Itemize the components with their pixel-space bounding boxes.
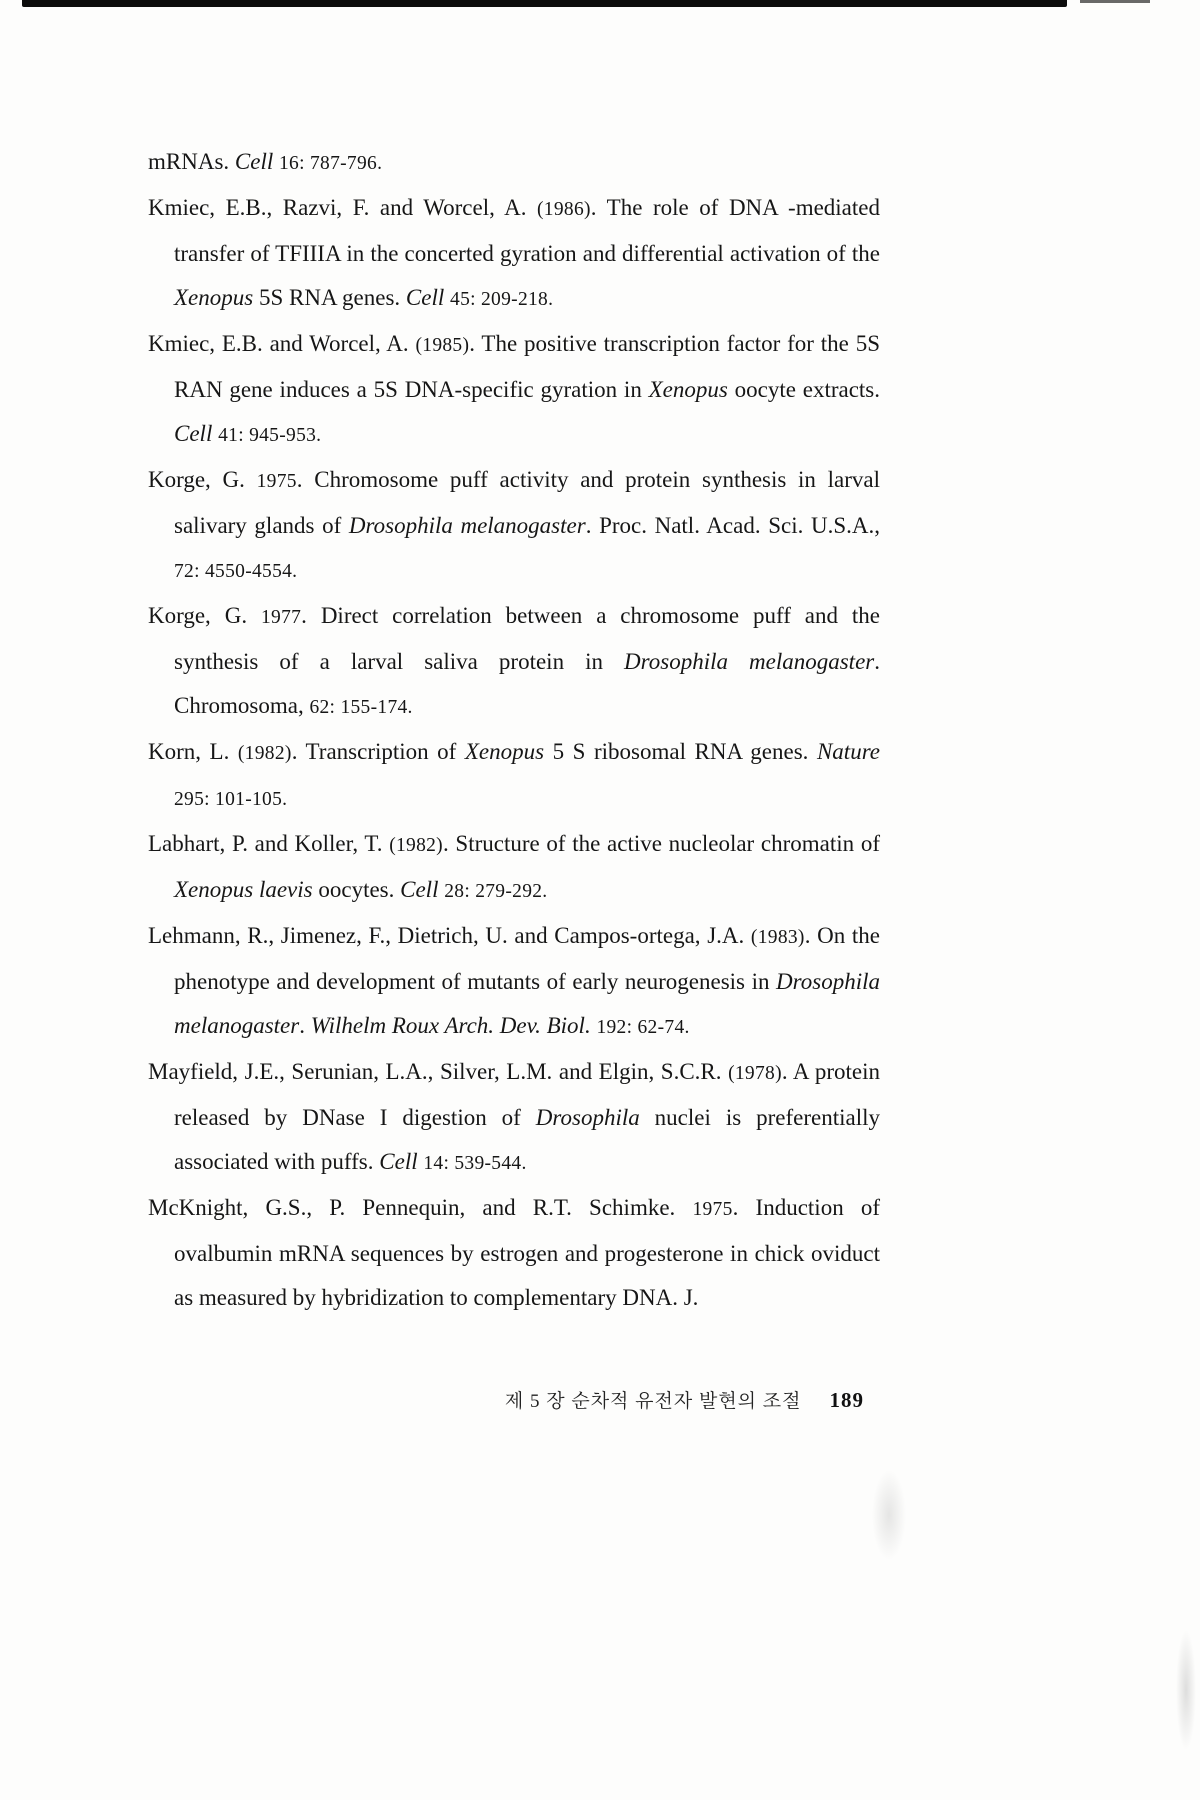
text-segment: Lehmann, R., Jimenez, F., Dietrich, U. and Campos-ortega, J.A. — [148, 923, 751, 948]
footer-chapter-title: 제 5 장 순차적 유전자 발현의 조절 — [504, 1391, 802, 1412]
text-segment: . Induction of ovalbumin mRNA sequences by estrogen and progesterone in chick oviduct as measured by hybridization to complementary DNA. J. — [174, 1195, 881, 1310]
numeric-text-segment: (1978) — [728, 1063, 782, 1084]
numeric-text-segment: 28: 279-292. — [444, 881, 548, 902]
numeric-text-segment: (1985) — [415, 335, 470, 356]
numeric-text-segment: 192: 62-74. — [596, 1017, 690, 1038]
text-segment: oocyte extracts. — [727, 377, 881, 402]
reference-item — [148, 1050, 880, 1186]
text-segment: mRNAs. — [148, 149, 235, 174]
text-segment: . Proc. Natl. Acad. Sci. U.S.A., — [585, 513, 880, 538]
numeric-text-segment: 41: 945-953. — [218, 425, 322, 446]
numeric-text-segment: 1975 — [692, 1199, 733, 1220]
italic-text-segment: Cell — [405, 285, 451, 310]
italic-text-segment: Drosophila — [535, 1105, 640, 1130]
italic-text-segment: Cell — [174, 421, 219, 446]
text-segment: Kmiec, E.B., Razvi, F. and Worcel, A. — [148, 195, 537, 220]
numeric-text-segment: (1982) — [389, 835, 443, 856]
text-segment: . Chromosoma, — [174, 649, 880, 718]
reference-item — [148, 822, 880, 914]
italic-text-segment: Cell — [234, 149, 279, 174]
scan-smudge — [1176, 1630, 1196, 1750]
text-segment: Labhart, P. and Koller, T. — [148, 831, 390, 856]
text-segment: 5S RNA genes. — [253, 285, 406, 310]
italic-text-segment: Cell — [379, 1149, 424, 1174]
text-segment: . A protein released by DNase I digestion of — [174, 1059, 880, 1130]
numeric-text-segment: 295: 101-105. — [174, 789, 288, 810]
text-segment: Korge, G. — [148, 467, 257, 492]
reference-item — [148, 458, 880, 594]
numeric-text-segment: 45: 209-218. — [450, 289, 554, 310]
reference-item — [148, 322, 880, 458]
text-segment: . Structure of the active nucleolar chromatin of — [442, 831, 880, 856]
reference-item — [148, 1186, 880, 1320]
reference-item — [148, 730, 880, 822]
text-segment: McKnight, G.S., P. Pennequin, and R.T. Schimke. — [148, 1195, 693, 1220]
italic-text-segment: Drosophila melanogaster — [624, 649, 875, 674]
scan-artifact-top-edge — [22, 0, 1067, 7]
text-segment: . Chromosome puff activity and protein synthesis in larval salivary glands of — [174, 467, 880, 538]
italic-text-segment: Xenopus laevis — [174, 877, 313, 902]
text-segment: . The role of DNA -mediated transfer of TFIIIA in the concerted gyration and differential activation of the — [174, 195, 880, 266]
numeric-text-segment: (1986) — [537, 199, 591, 220]
footer-page-number: 189 — [829, 1388, 864, 1412]
text-segment: Mayfield, J.E., Serunian, L.A., Silver, L.M. and Elgin, S.C.R. — [148, 1059, 729, 1084]
reference-item — [148, 186, 880, 322]
numeric-text-segment: (1983) — [750, 927, 805, 948]
italic-text-segment: Xenopus — [174, 285, 254, 310]
text-segment: Korge, G. — [148, 603, 261, 628]
numeric-text-segment: 16: 787-796. — [279, 153, 383, 174]
reference-item — [148, 914, 880, 1050]
numeric-text-segment: 1975 — [256, 471, 297, 492]
text-segment: Korn, L. — [148, 739, 238, 764]
numeric-text-segment: 72: 4550-4554. — [174, 561, 298, 582]
scan-artifact-top-edge-right — [1080, 0, 1150, 3]
italic-text-segment: Drosophila melanogaster — [348, 513, 586, 538]
italic-text-segment: Xenopus — [464, 739, 545, 764]
text-segment: . The positive transcription factor for the 5S RAN gene induces a 5S DNA-specific gyration in — [174, 331, 880, 402]
text-segment: . On the phenotype and development of mutants of early neurogenesis in — [174, 923, 880, 994]
text-segment: . Transcription of — [291, 739, 465, 764]
text-segment: . Direct correlation between a chromosome puff and the synthesis of a larval saliva protein in — [174, 603, 881, 674]
scan-smudge — [872, 1470, 906, 1560]
numeric-text-segment: 62: 155-174. — [309, 697, 413, 718]
text-segment: nuclei is preferentially associated with puffs. — [174, 1105, 880, 1174]
italic-text-segment: Nature — [816, 739, 881, 764]
numeric-text-segment: 1977 — [260, 607, 302, 628]
text-segment: Kmiec, E.B. and Worcel, A. — [148, 331, 416, 356]
text-segment: 5 S ribosomal RNA genes. — [544, 739, 817, 764]
page-footer — [148, 1386, 864, 1413]
numeric-text-segment: (1982) — [237, 743, 292, 764]
italic-text-segment: Xenopus — [648, 377, 728, 402]
reference-item — [148, 594, 880, 730]
italic-text-segment: Drosophila melanogaster — [174, 969, 880, 1038]
numeric-text-segment: 14: 539-544. — [423, 1153, 527, 1174]
text-segment: oocytes. — [312, 877, 401, 902]
italic-text-segment: Cell — [400, 877, 445, 902]
references-list — [148, 140, 880, 1320]
reference-item — [148, 140, 880, 186]
text-segment: . — [299, 1013, 311, 1038]
italic-text-segment: Wilhelm Roux Arch. Dev. Biol. — [310, 1013, 597, 1038]
